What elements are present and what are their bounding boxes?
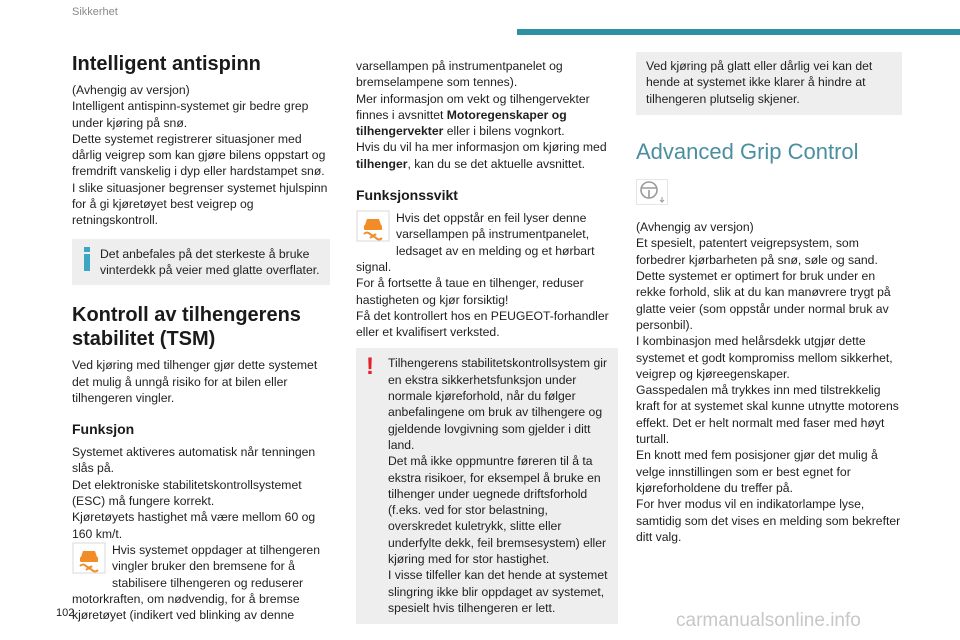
- heading-funksjonssvikt: Funksjonssvikt: [356, 187, 458, 204]
- info-box: [72, 239, 330, 286]
- column-3: [636, 52, 902, 545]
- note-text: Ved kjøring på glatt eller dårlig vei kan det hende at systemet ikke klarer å hindre at tilhengeren plutselig skjener.: [646, 59, 873, 106]
- page-number: 102: [56, 607, 75, 619]
- funksjon-text: Systemet aktiveres automatisk når tenningen slås på. Det elektroniske stabilitetskontrollsystemet (ESC) må fungere korrekt. Kjøretøyets hastighet må være mellom 60 og 160 km/t.: [72, 445, 316, 541]
- warning-box: [356, 348, 618, 624]
- note-box: [636, 52, 902, 115]
- heading-tsm: Kontroll av tilhengerens stabilitet (TSM): [72, 304, 301, 351]
- header-accent-bar: [517, 29, 960, 35]
- column-1: [72, 52, 330, 623]
- heading-advanced-grip-control: Advanced Grip Control: [636, 138, 859, 164]
- col2-intro: varsellampen på instrumentpanelet og bremselampene som tennes). Mer informasjon om vekt og tilhengervekter finnes i avsnittet Motoregenskaper og tilhengervekter eller i bilens vognkort. Hvis du vil ha mer informasjon om kjøring med tilhenger, kan du se det aktuelle avsnittet.: [356, 59, 607, 171]
- malfunction-text: Hvis det oppstår en feil lyser denne varsellampen på instrumentpanelet, ledsaget av en melding og et hørbart signal. For å fortsette å taue en tilhenger, reduser hastigheten og kjør forsiktig! Få det kontrollert hos en PEUGEOT-forhandler eller et kvalifisert verksted.: [356, 211, 609, 340]
- tsm-intro: Ved kjøring med tilhenger gjør dette systemet det mulig å unngå risiko for at bilen eller tilhengeren vingler.: [72, 358, 318, 405]
- skid-warning-icon: [72, 542, 106, 574]
- sway-text: Hvis systemet oppdager at tilhengeren vingler bruker den bremsene for å stabilisere tilhengeren og reduserer motorkraften, om nødvendig, for å bremse kjøretøyet (indikert ved blinking av denne: [72, 542, 320, 623]
- heading-funksjon: Funksjon: [72, 421, 135, 438]
- section-title: Sikkerhet: [72, 6, 118, 18]
- watermark: carmanualsonline.info: [676, 610, 861, 631]
- exclamation-icon: !: [366, 353, 374, 381]
- warning-text: Tilhengerens stabilitetskontrollsystem gir en ekstra sikkerhetsfunksjon under normale kjøreforhold, når du følger anbefalingene om bruk av tilhengere og gjeldende lovgivning som gjelder i ditt land. Det må ikke oppmuntre føreren til å ta ekstra risikoer, for eksempel å bruke en tilhenger under uegnede driftsforhold (f.eks. ved for stor belastning, overskredet kuletrykk, slitte eller underfylte dekk, feil bremsesystem) eller kjøring med for stor hastighet. I visse tilfeller kan det hende at systemet slingring ikke blir oppdaget av systemet, spesielt hvis tilhengeren er lett.: [388, 356, 608, 615]
- column-2: [356, 58, 618, 632]
- heading-intelligent-antispin: Intelligent antispinn: [72, 53, 261, 75]
- info-icon: [84, 247, 90, 273]
- grip-text: (Avhengig av versjon) Et spesielt, patentert veigrepsystem, som forbedrer kjørbarheten på snø, søle og sand. Dette systemet er optimert for bruk under en rekke forhold, slik at du kan manøvrere trygt på glatte veier (som oppstår under normal bruk av personbil). I kombinasjon med helårsdekk utgjør dette systemet et godt kompromiss mellom sikkerhet, veigrep og kjøreegenskaper. Gasspedalen må trykkes inn med tilstrekkelig kraft for at systemet skal kunne utnytte motorens effekt. Det er helt normalt med faser med høyt turtall. En knott med fem posisjoner gjør det mulig å velge innstillingen som er best egnet for kjøreforholdene du treffer på. For hver modus vil en indikatorlampe lyse, samtidig som det vises en melding som bekrefter ditt valg.: [636, 220, 901, 544]
- skid-warning-icon: [356, 210, 390, 242]
- antispin-text: (Avhengig av versjon) Intelligent antispinn-systemet gir bedre grep under kjøring på snø. Dette systemet registrerer situasjoner med dårlig veigrep som kan gjøre bilens oppstart og fremdrift vanskelig i dyp eller hardstampet snø. I slike situasjoner begrenser systemet hjulspinn for å gi kjøretøyet best veigrep og retningskontroll.: [72, 83, 328, 228]
- grip-control-icon: [636, 179, 668, 205]
- info-text: Det anbefales på det sterkeste å bruke vinterdekk på veier med glatte overflater.: [100, 246, 320, 277]
